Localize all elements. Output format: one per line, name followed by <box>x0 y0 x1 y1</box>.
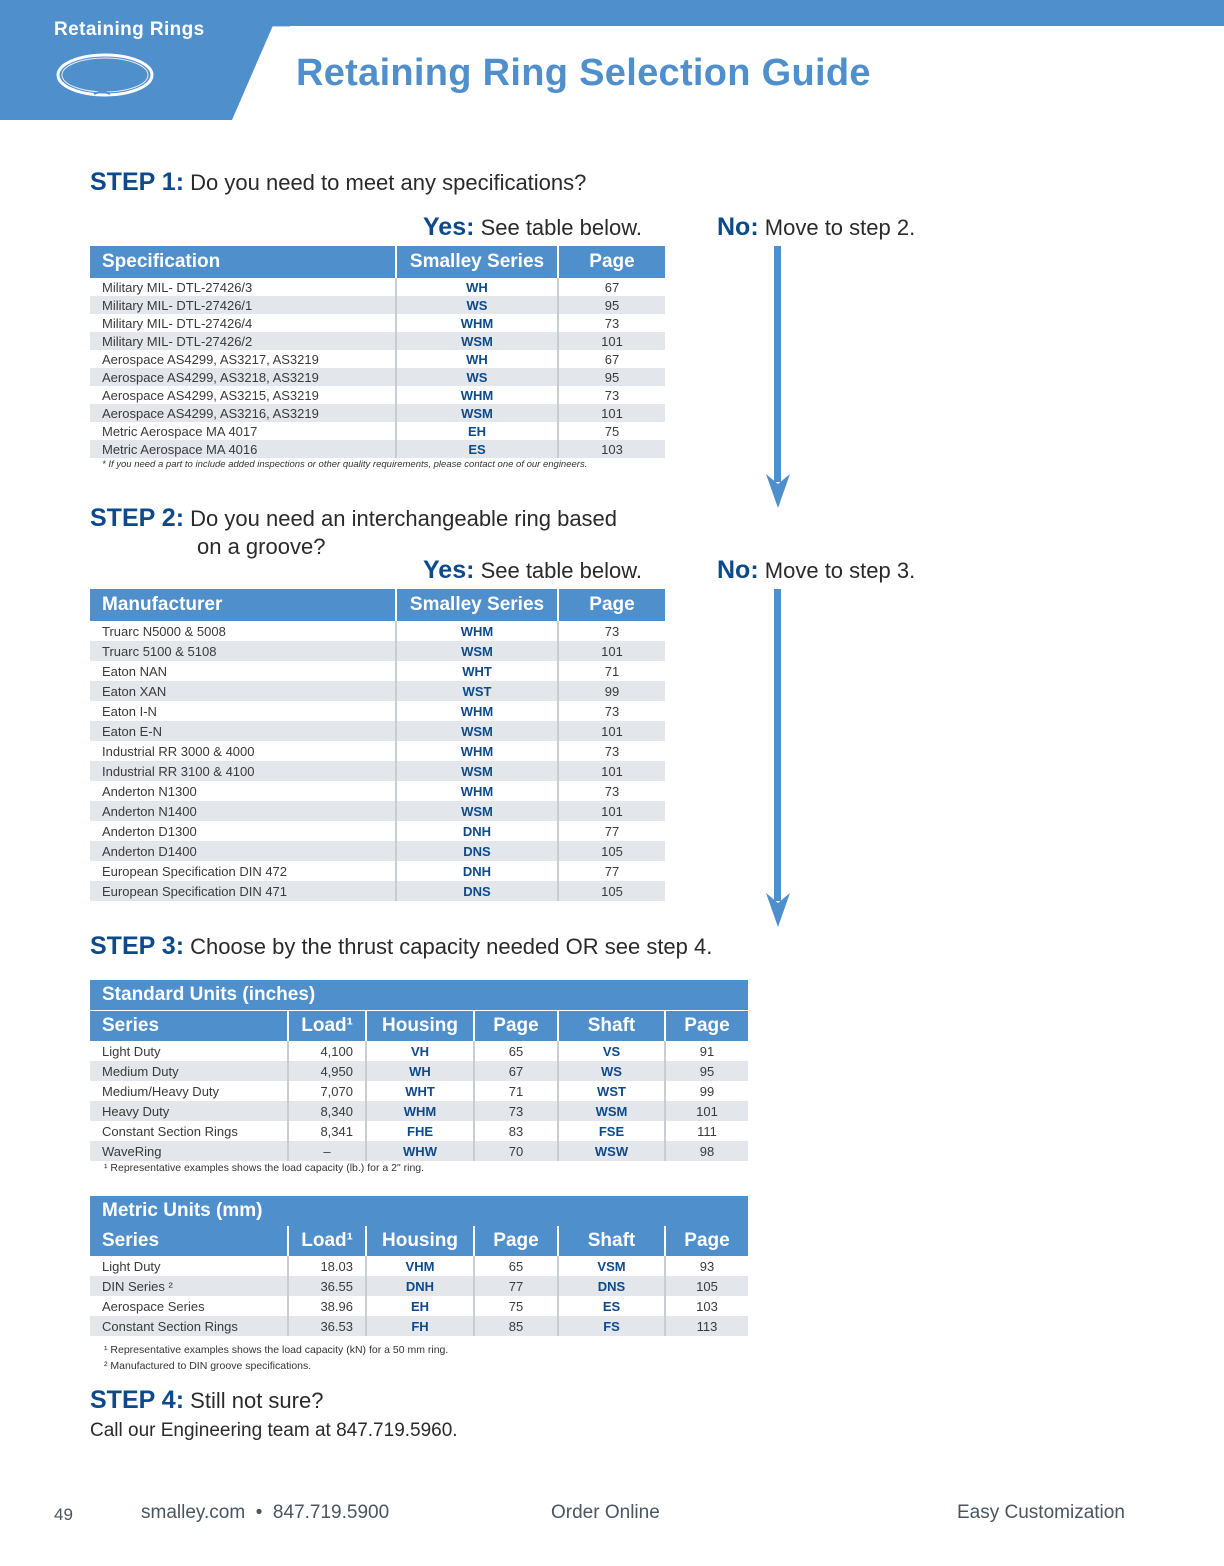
page-cell: 113 <box>665 1316 748 1336</box>
step1-question: Do you need to meet any specifications? <box>190 170 587 195</box>
series-cell: DNH <box>396 821 558 841</box>
page-cell: 91 <box>699 1043 715 1059</box>
manufacturer-cell: Anderton D1400 <box>90 841 396 861</box>
series-name-cell: WaveRing <box>90 1141 288 1161</box>
page-cell: 105 <box>558 881 665 901</box>
table-row <box>90 1041 748 1061</box>
page-cell: 95 <box>558 368 665 386</box>
yes-key: Yes: <box>423 556 475 584</box>
series-cell: WHM <box>396 701 558 721</box>
housing-cell: WHM <box>366 1101 474 1121</box>
step1-footnote: * If you need a part to include added inspections or other quality requirements, please contact one of our engineers. <box>102 459 588 470</box>
series-cell: WHM <box>396 314 558 332</box>
page-cell: 73 <box>474 1101 558 1121</box>
spec-cell: Military MIL- DTL-27426/3 <box>90 278 396 296</box>
page-cell: 65 <box>474 1041 558 1061</box>
table-row <box>90 296 665 314</box>
page-cell: 95 <box>558 296 665 314</box>
col-housing: Housing <box>366 1226 474 1256</box>
table-row <box>90 1061 748 1081</box>
table-row <box>90 332 665 350</box>
page-cell: 111 <box>697 1123 717 1139</box>
page-cell: 67 <box>604 351 620 367</box>
page-cell: 83 <box>474 1121 558 1141</box>
manufacturer-table <box>90 589 665 901</box>
step3-question: Choose by the thrust capacity needed OR see step 4. <box>190 934 713 959</box>
table-row <box>90 314 665 332</box>
spec-cell: Military MIL- DTL-27426/1 <box>90 296 396 314</box>
series-cell: WHT <box>396 661 558 681</box>
housing-cell: WHT <box>366 1081 474 1101</box>
load-cell: 18.03 <box>288 1256 366 1276</box>
table-row <box>90 278 665 296</box>
series-cell: ES <box>396 440 558 458</box>
series-cell: DNS <box>396 881 558 901</box>
page-cell: 99 <box>699 1083 715 1099</box>
manufacturer-cell: Anderton N1400 <box>90 801 396 821</box>
col-shaft: Shaft <box>558 1226 665 1256</box>
yes-text: See table below. <box>480 558 643 583</box>
step4-heading <box>90 1386 323 1415</box>
table-row <box>90 1296 748 1316</box>
table-row <box>90 1081 748 1101</box>
arrow-down-icon <box>764 246 792 510</box>
load-cell: 38.96 <box>288 1296 366 1316</box>
table-row <box>90 1101 748 1121</box>
table-row <box>90 350 665 368</box>
no-text: Move to step 3. <box>764 558 916 583</box>
table-row <box>90 368 665 386</box>
step4-label: STEP 4: <box>90 1386 185 1414</box>
no-text: Move to step 2. <box>764 215 916 240</box>
series-cell: WSM <box>396 721 558 741</box>
housing-cell: WHW <box>366 1141 474 1161</box>
shaft-cell: ES <box>558 1296 665 1316</box>
footer-contact: smalley.com • 847.719.5900 <box>141 1502 390 1523</box>
table-row <box>90 422 665 440</box>
page-cell: 101 <box>558 404 665 422</box>
series-name-cell: Constant Section Rings <box>90 1316 288 1336</box>
table-row <box>90 841 665 861</box>
series-cell: WSM <box>396 404 558 422</box>
page-cell: 73 <box>604 743 620 759</box>
step2-label: STEP 2: <box>90 504 185 532</box>
series-name-cell: Light Duty <box>90 1041 288 1061</box>
no-key: No: <box>717 556 759 584</box>
series-cell: WS <box>396 368 558 386</box>
page-cell: 93 <box>699 1258 715 1274</box>
manufacturer-cell: Eaton XAN <box>90 681 396 701</box>
series-cell: DNS <box>396 841 558 861</box>
manufacturer-cell: Truarc 5100 & 5108 <box>90 641 396 661</box>
page-cell: 98 <box>665 1141 748 1161</box>
col-page: Page <box>558 589 665 621</box>
specification-table <box>90 246 665 458</box>
col-series: Smalley Series <box>396 246 558 278</box>
manufacturer-cell: Truarc N5000 & 5008 <box>90 621 396 641</box>
series-name-cell: Aerospace Series <box>90 1296 288 1316</box>
table-row <box>90 621 665 641</box>
col-housing-page: Page <box>474 1226 558 1256</box>
spec-cell: Metric Aerospace MA 4017 <box>90 422 396 440</box>
col-shaft-page: Page <box>665 1011 748 1041</box>
load-cell: – <box>288 1141 366 1161</box>
manufacturer-cell: Eaton NAN <box>90 661 396 681</box>
step1-label: STEP 1: <box>90 168 185 196</box>
standard-units-title: Standard Units (inches) <box>90 980 748 1010</box>
page-cell: 101 <box>558 721 665 741</box>
step2-heading <box>90 504 617 533</box>
load-cell: 8,340 <box>288 1101 366 1121</box>
metric-units-table <box>90 1226 748 1336</box>
shaft-cell: VSM <box>558 1256 665 1276</box>
step1-no <box>717 213 915 242</box>
section-label: Retaining Rings <box>54 19 205 40</box>
page-cell: 101 <box>558 801 665 821</box>
step1-heading <box>90 168 586 197</box>
footer-order-online: Order Online <box>551 1502 660 1523</box>
page-cell: 101 <box>665 1101 748 1121</box>
page-cell: 75 <box>604 423 620 439</box>
spec-cell: Aerospace AS4299, AS3218, AS3219 <box>90 368 396 386</box>
spec-cell: Military MIL- DTL-27426/2 <box>90 332 396 350</box>
no-key: No: <box>717 213 759 241</box>
page-cell: 105 <box>665 1276 748 1296</box>
table-row <box>90 821 665 841</box>
housing-cell: DNH <box>366 1276 474 1296</box>
series-cell: WSM <box>396 641 558 661</box>
table-row <box>90 641 665 661</box>
series-cell: WSM <box>396 801 558 821</box>
page-cell: 65 <box>474 1256 558 1276</box>
col-load: Load¹ <box>288 1226 366 1256</box>
footer-customization: Easy Customization <box>957 1502 1125 1523</box>
spec-cell: Metric Aerospace MA 4016 <box>90 440 396 458</box>
series-cell: WST <box>396 681 558 701</box>
series-cell: WHM <box>396 741 558 761</box>
table-row <box>90 1121 748 1141</box>
table-row <box>90 781 665 801</box>
shaft-cell: WS <box>558 1061 665 1081</box>
standard-units-table <box>90 1011 748 1161</box>
table-row <box>90 661 665 681</box>
housing-cell: VHM <box>366 1256 474 1276</box>
metric-units-title: Metric Units (mm) <box>90 1196 748 1226</box>
load-cell: 7,070 <box>288 1081 366 1101</box>
page-number: 49 <box>54 1505 73 1524</box>
table-row <box>90 440 665 458</box>
series-cell: WH <box>396 350 558 368</box>
metric-footnote-2: ² Manufactured to DIN groove specifications. <box>104 1360 312 1372</box>
table-row <box>90 1276 748 1296</box>
table-row <box>90 701 665 721</box>
housing-cell: WH <box>366 1061 474 1081</box>
table-row <box>90 681 665 701</box>
table-row <box>90 386 665 404</box>
col-specification: Specification <box>90 246 396 278</box>
spec-cell: Aerospace AS4299, AS3215, AS3219 <box>90 386 396 404</box>
housing-cell: EH <box>366 1296 474 1316</box>
series-name-cell: Medium Duty <box>90 1061 288 1081</box>
col-housing-page: Page <box>474 1011 558 1041</box>
yes-key: Yes: <box>423 213 475 241</box>
col-series: Series <box>90 1226 288 1256</box>
table-row <box>90 741 665 761</box>
page-cell: 85 <box>474 1316 558 1336</box>
page-cell: 105 <box>558 841 665 861</box>
table-row <box>90 1141 748 1161</box>
step1-yes <box>423 213 642 242</box>
series-cell: WS <box>396 296 558 314</box>
col-load: Load¹ <box>288 1011 366 1041</box>
page-cell: 103 <box>696 1298 718 1314</box>
retaining-ring-icon <box>54 50 156 100</box>
series-cell: WHM <box>396 621 558 641</box>
page-cell: 77 <box>474 1276 558 1296</box>
yes-text: See table below. <box>480 215 643 240</box>
table-row <box>90 1316 748 1336</box>
page-cell: 101 <box>558 332 665 350</box>
col-housing: Housing <box>366 1011 474 1041</box>
arrow-down-icon <box>764 589 792 929</box>
step3-heading <box>90 932 712 961</box>
load-cell: 4,100 <box>288 1041 366 1061</box>
page-cell: 101 <box>558 641 665 661</box>
table-row <box>90 404 665 422</box>
series-cell: WSM <box>396 761 558 781</box>
series-name-cell: Heavy Duty <box>90 1101 288 1121</box>
spec-cell: Aerospace AS4299, AS3216, AS3219 <box>90 404 396 422</box>
page-cell: 73 <box>604 703 620 719</box>
shaft-cell: FSE <box>558 1121 665 1141</box>
metric-footnote-1: ¹ Representative examples shows the load capacity (kN) for a 50 mm ring. <box>104 1344 449 1356</box>
series-name-cell: Medium/Heavy Duty <box>90 1081 288 1101</box>
page-cell: 67 <box>474 1061 558 1081</box>
series-cell: EH <box>396 422 558 440</box>
load-cell: 4,950 <box>288 1061 366 1081</box>
page-cell: 75 <box>474 1296 558 1316</box>
series-cell: DNH <box>396 861 558 881</box>
manufacturer-cell: Eaton I-N <box>90 701 396 721</box>
page-cell: 73 <box>604 783 620 799</box>
table-row <box>90 881 665 901</box>
step2-yes <box>423 556 642 585</box>
page-cell: 73 <box>604 623 620 639</box>
manufacturer-cell: Anderton N1300 <box>90 781 396 801</box>
standard-footnote: ¹ Representative examples shows the load capacity (lb.) for a 2" ring. <box>104 1162 425 1174</box>
manufacturer-cell: European Specification DIN 472 <box>90 861 396 881</box>
step4-question: Still not sure? <box>190 1388 324 1413</box>
step3-label: STEP 3: <box>90 932 185 960</box>
page-cell: 73 <box>604 315 620 331</box>
housing-cell: FHE <box>366 1121 474 1141</box>
series-cell: WHM <box>396 386 558 404</box>
table-row <box>90 1256 748 1276</box>
page-cell: 95 <box>665 1061 748 1081</box>
col-shaft-page: Page <box>665 1226 748 1256</box>
col-series: Smalley Series <box>396 589 558 621</box>
housing-cell: FH <box>366 1316 474 1336</box>
shaft-cell: WST <box>558 1081 665 1101</box>
series-cell: WHM <box>396 781 558 801</box>
series-name-cell: DIN Series ² <box>90 1276 288 1296</box>
manufacturer-cell: Anderton D1300 <box>90 821 396 841</box>
load-cell: 36.55 <box>288 1276 366 1296</box>
housing-cell: VH <box>366 1041 474 1061</box>
manufacturer-cell: Industrial RR 3100 & 4100 <box>90 761 396 781</box>
shaft-cell: WSM <box>558 1101 665 1121</box>
page-cell: 99 <box>558 681 665 701</box>
col-shaft: Shaft <box>558 1011 665 1041</box>
spec-cell: Military MIL- DTL-27426/4 <box>90 314 396 332</box>
shaft-cell: DNS <box>558 1276 665 1296</box>
spec-cell: Aerospace AS4299, AS3217, AS3219 <box>90 350 396 368</box>
page-cell: 73 <box>604 387 620 403</box>
table-row <box>90 801 665 821</box>
page-cell: 77 <box>604 863 620 879</box>
load-cell: 36.53 <box>288 1316 366 1336</box>
page-cell: 101 <box>558 761 665 781</box>
page-cell: 71 <box>474 1081 558 1101</box>
step2-question-cont: on a groove? <box>197 534 326 559</box>
col-series: Series <box>90 1011 288 1041</box>
page-cell: 67 <box>604 279 620 295</box>
page-title: Retaining Ring Selection Guide <box>296 52 871 94</box>
col-manufacturer: Manufacturer <box>90 589 396 621</box>
page-cell: 71 <box>604 663 620 679</box>
page-cell: 77 <box>604 823 620 839</box>
table-row <box>90 721 665 741</box>
page-cell: 70 <box>474 1141 558 1161</box>
manufacturer-cell: Eaton E-N <box>90 721 396 741</box>
manufacturer-cell: European Specification DIN 471 <box>90 881 396 901</box>
series-name-cell: Light Duty <box>90 1256 288 1276</box>
step2-no <box>717 556 915 585</box>
page-cell: 103 <box>558 440 665 458</box>
manufacturer-cell: Industrial RR 3000 & 4000 <box>90 741 396 761</box>
engineering-call-text: Call our Engineering team at 847.719.5960. <box>90 1420 458 1441</box>
load-cell: 8,341 <box>288 1121 366 1141</box>
col-page: Page <box>558 246 665 278</box>
series-cell: WH <box>396 278 558 296</box>
series-cell: WSM <box>396 332 558 350</box>
step2-question: Do you need an interchangeable ring based <box>190 506 618 531</box>
shaft-cell: VS <box>558 1041 665 1061</box>
shaft-cell: WSW <box>558 1141 665 1161</box>
table-row <box>90 761 665 781</box>
shaft-cell: FS <box>558 1316 665 1336</box>
series-name-cell: Constant Section Rings <box>90 1121 288 1141</box>
table-row <box>90 861 665 881</box>
